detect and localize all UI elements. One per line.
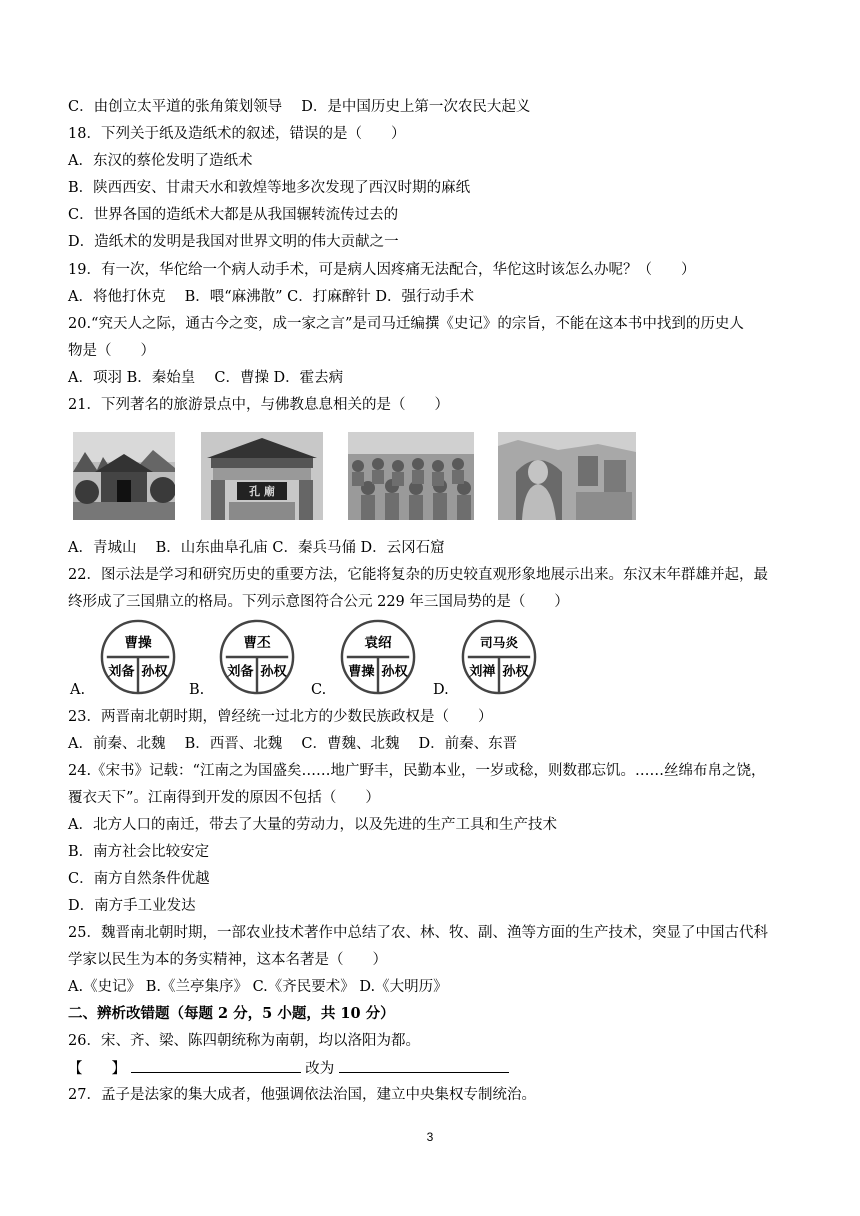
section-2-heading: 二、辨析改错题（每题 2 分，5 小题，共 10 分） <box>68 1005 395 1022</box>
q22-option-a-letter[interactable]: A. <box>70 682 86 698</box>
q22-c-right: 孙权 <box>381 664 408 680</box>
terracotta-army-photo <box>348 432 474 520</box>
q22-b-right: 孙权 <box>260 664 287 680</box>
q20-stem-line2: 物是（ ） <box>68 343 155 359</box>
q24-option-c[interactable]: C．南方自然条件优越 <box>68 871 210 887</box>
q24-option-d[interactable]: D．南方手工业发达 <box>68 898 196 914</box>
q22-b-top: 曹丕 <box>243 635 271 652</box>
q22-stem-line1: 22．图示法是学习和研究历史的重要方法，它能将复杂的历史较直观形象地展示出来。东汉末年群雄并起，最 <box>68 567 768 583</box>
q20-options[interactable]: A．项羽 B．秦始皇 C．曹操 D．霍去病 <box>68 370 344 386</box>
q17-option-cd: C．由创立太平道的张角策划领导 D．是中国历史上第一次农民大起义 <box>68 99 531 115</box>
q25-options[interactable]: A.《史记》 B.《兰亭集序》 C.《齐民要术》 D.《大明历》 <box>68 979 448 995</box>
q22-option-c-diagram[interactable] <box>339 618 417 696</box>
wrong-part-blank[interactable] <box>131 1058 301 1073</box>
q18-option-a[interactable]: A．东汉的蔡伦发明了造纸术 <box>68 153 253 169</box>
q19-stem: 19．有一次，华佗给一个病人动手术，可是病人因疼痛无法配合，华佗这时该怎么办呢？（ ） <box>68 262 696 278</box>
q24-option-b[interactable]: B．南方社会比较安定 <box>68 844 210 860</box>
answer-bracket: 【 】 <box>68 1061 126 1077</box>
q22-option-a-diagram[interactable] <box>99 618 177 696</box>
q21-options[interactable]: A．青城山 B．山东曲阜孔庙 C．秦兵马俑 D．云冈石窟 <box>68 540 445 556</box>
q24-stem-line1: 24.《宋书》记载：“江南之为国盛矣……地广野丰，民勤本业，一岁或稔，则数郡忘饥。……丝绵布帛之饶， <box>68 763 766 779</box>
page-number: 3 <box>426 1130 434 1144</box>
q22-d-top: 司马炎 <box>480 635 518 651</box>
q26-answer-row <box>68 1058 509 1079</box>
q20-stem-line1: 20.“究天人之际，通古今之变，成一家之言”是司马迁编撰《史记》的宗旨，不能在这本书中找到的历史人 <box>68 316 744 332</box>
correction-blank[interactable] <box>339 1058 509 1073</box>
q18-option-d[interactable]: D．造纸术的发明是我国对世界文明的伟大贡献之一 <box>68 234 399 250</box>
q25-stem-line1: 25．魏晋南北朝时期，一部农业技术著作中总结了农、林、牧、副、渔等方面的生产技术，突显了中国古代科 <box>68 925 768 941</box>
q19-options[interactable]: A．将他打休克 B．喂“麻沸散” C．打麻醉针 D．强行动手术 <box>68 289 474 305</box>
q22-a-left: 刘备 <box>108 664 135 680</box>
q18-stem: 18．下列关于纸及造纸术的叙述，错误的是（ ） <box>68 126 406 142</box>
q21-stem: 21．下列著名的旅游景点中，与佛教息息相关的是（ ） <box>68 397 449 413</box>
q22-option-d-letter[interactable]: D. <box>433 682 449 698</box>
q24-stem-line2: 覆衣天下”。江南得到开发的原因不包括（ ） <box>68 790 380 806</box>
q22-option-b-letter[interactable]: B. <box>189 682 205 698</box>
q26-stem: 26．宋、齐、梁、陈四朝统称为南朝，均以洛阳为都。 <box>68 1033 420 1049</box>
q27-stem: 27．孟子是法家的集大成者，他强调依法治国，建立中央集权专制统治。 <box>68 1087 536 1103</box>
qingchengshan-photo <box>73 432 175 520</box>
q22-option-b-diagram[interactable] <box>218 618 296 696</box>
q22-a-top: 曹操 <box>124 635 152 652</box>
q18-option-c[interactable]: C．世界各国的造纸术大都是从我国辗转流传过去的 <box>68 207 399 223</box>
q22-stem-line2: 终形成了三国鼎立的格局。下列示意图符合公元 229 年三国局势的是（ ） <box>68 594 569 610</box>
q22-d-left: 刘禅 <box>469 664 496 680</box>
q22-option-c-letter[interactable]: C. <box>311 682 327 698</box>
q25-stem-line2: 学家以民生为本的务实精神，这本名著是（ ） <box>68 952 387 968</box>
q23-options[interactable]: A．前秦、北魏 B．西晋、北魏 C．曹魏、北魏 D．前秦、东晋 <box>68 736 518 752</box>
yungang-grottoes-photo <box>498 432 636 520</box>
q22-c-top: 袁绍 <box>364 635 392 652</box>
q22-option-d-diagram[interactable] <box>460 618 538 696</box>
svg-text:孔 廟: 孔 廟 <box>249 485 275 498</box>
q23-stem: 23．两晋南北朝时期，曾经统一过北方的少数民族政权是（ ） <box>68 709 493 725</box>
q22-a-right: 孙权 <box>141 664 168 680</box>
q24-option-a[interactable]: A．北方人口的南迁，带去了大量的劳动力，以及先进的生产工具和生产技术 <box>68 817 557 833</box>
q22-c-left: 曹操 <box>348 664 375 680</box>
q18-option-b[interactable]: B．陕西西安、甘肃天水和敦煌等地多次发现了西汉时期的麻纸 <box>68 180 471 196</box>
q22-b-left: 刘备 <box>227 664 254 680</box>
q22-d-right: 孙权 <box>502 664 529 680</box>
gaiwei-label: 改为 <box>305 1061 335 1077</box>
kongmiao-photo <box>201 432 323 520</box>
